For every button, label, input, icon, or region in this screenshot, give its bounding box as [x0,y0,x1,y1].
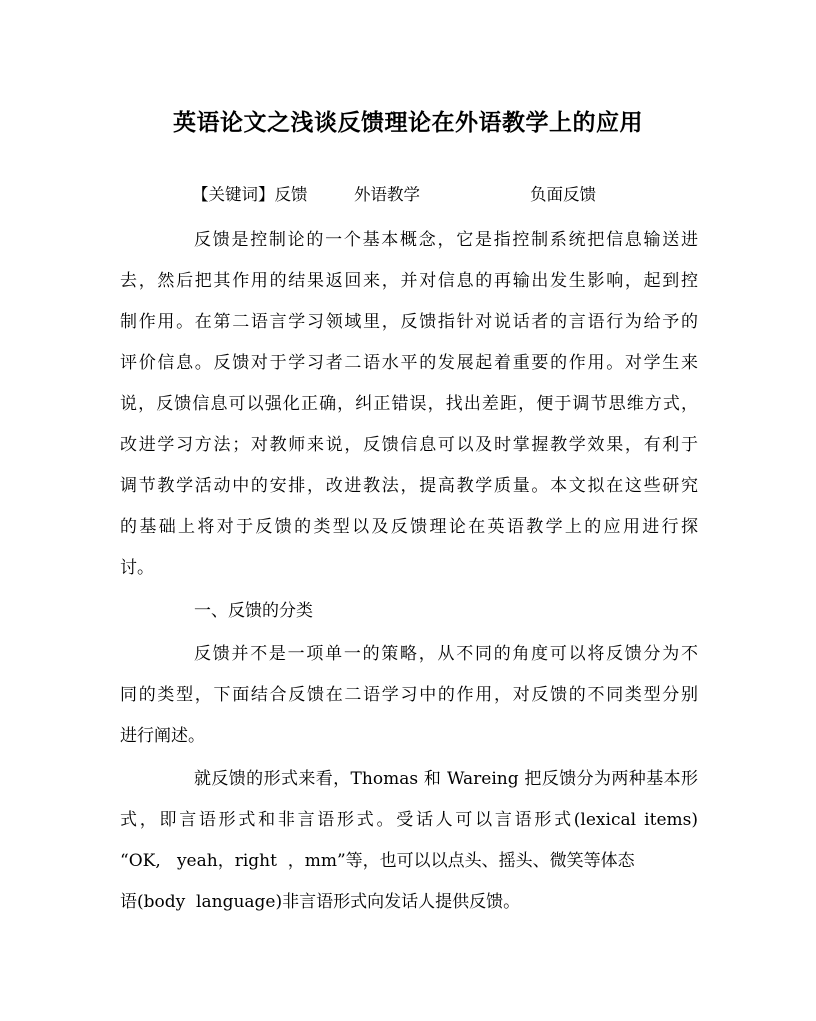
paragraph-line: 制作用。在第二语言学习领域里，反馈指针对说话者的言语行为给予的 [120,312,698,332]
paragraph-line: 同的类型，下面结合反馈在二语学习中的作用，对反馈的不同类型分别 [120,685,698,705]
paragraph-line: 式，即言语形式和非言语形式。受话人可以言语形式(lexical items) [120,810,698,830]
paragraph-line: “OK, yeah，right ，mm”等，也可以以点头、摇头、微笑等体态 [120,851,635,871]
paragraph-line: 讨。 [120,558,154,578]
paragraph-line: 反馈是控制论的一个基本概念，它是指控制系统把信息输送进 [194,230,698,250]
paragraph-line: 评价信息。反馈对于学习者二语水平的发展起着重要的作用。对学生来 [120,353,698,373]
document-title: 英语论文之浅谈反馈理论在外语教学上的应用 [173,109,643,136]
paragraph-line: 的基础上将对于反馈的类型以及反馈理论在英语教学上的应用进行探 [120,517,698,537]
paragraph-line: 进行阐述。 [120,726,205,746]
paragraph-line: 就反馈的形式来看，Thomas 和 Wareing 把反馈分为两种基本形 [194,769,698,789]
paragraph-line: 反馈并不是一项单一的策略，从不同的角度可以将反馈分为不 [194,644,698,664]
keywords-label: 【关键词】反馈 [192,185,308,204]
keyword-negative-feedback: 负面反馈 [530,185,596,204]
paragraph-line: 改进学习方法；对教师来说，反馈信息可以及时掌握教学效果，有利于 [120,435,698,455]
keyword-foreign-language-teaching: 外语教学 [354,185,420,204]
paragraph-line: 说，反馈信息可以强化正确，纠正错误，找出差距，便于调节思维方式， [120,394,698,414]
paragraph-line: 去，然后把其作用的结果返回来，并对信息的再输出发生影响，起到控 [120,271,698,291]
section-heading: 一、反馈的分类 [194,601,313,621]
paragraph-line: 语(body language)非言语形式向发话人提供反馈。 [120,892,521,912]
paragraph-line: 调节教学活动中的安排，改进教法，提高教学质量。本文拟在这些研究 [120,476,698,496]
